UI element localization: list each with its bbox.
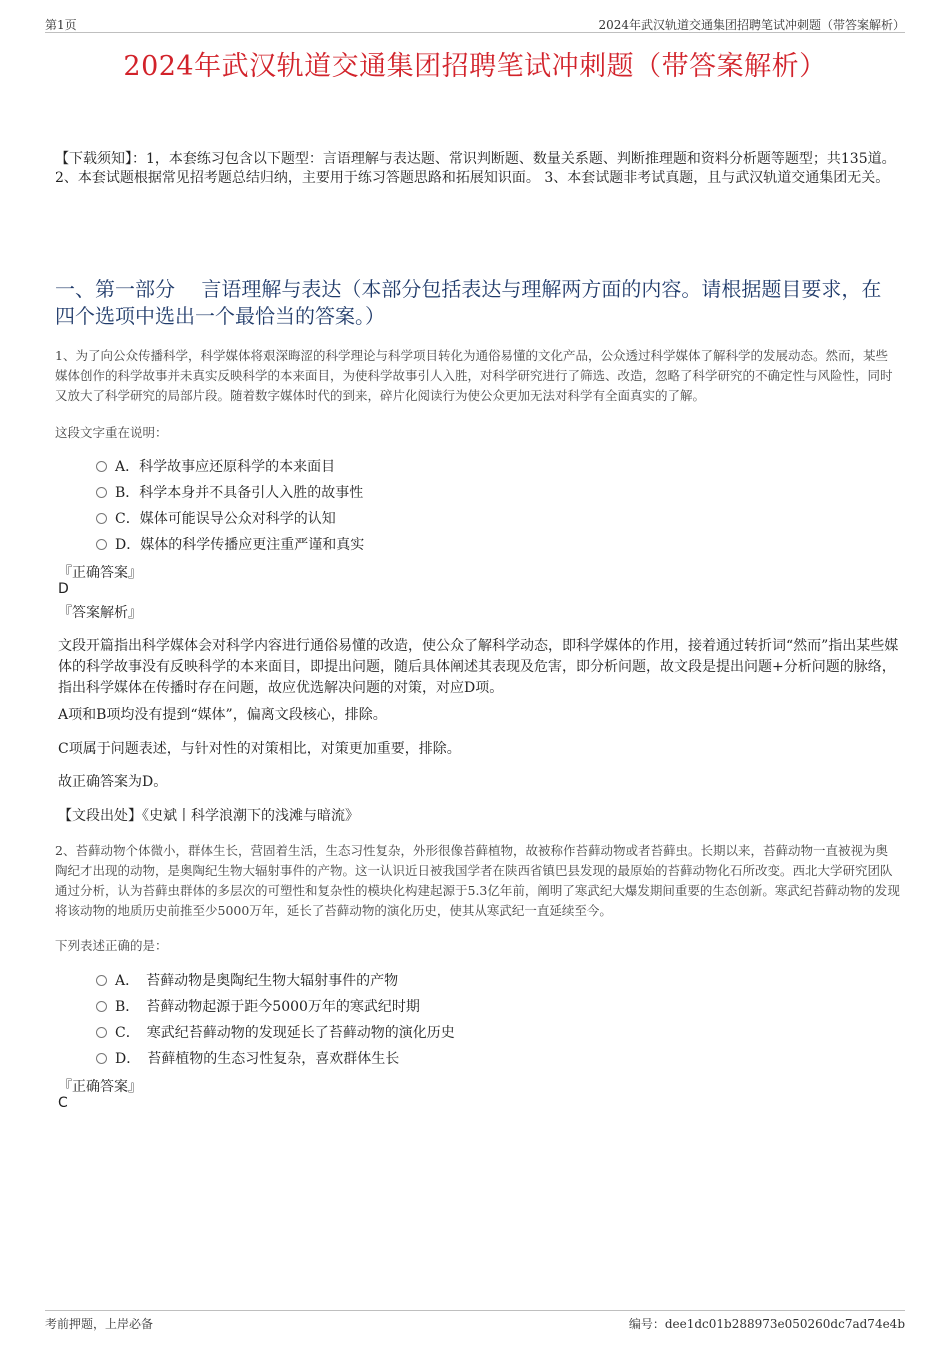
page-footer	[45, 1310, 905, 1331]
question-2-text: 2、苔藓动物个体微小，群体生长，营固着生活，生态习性复杂，外形很像苔藓植物，故被称作苔藓动物或者苔藓虫。长期以来，苔藓动物一直被视为奥陶纪才出现的动物，是奥陶纪生物大辐射事件的产物。这一认识近日被我国学者在陕西省镇巴县发现的最原始的苔藓动物化石所改变。西北大学研究团队通过分析，认为苔藓虫群体的多层次的可塑性和复杂性的模块化构建起源于5.3亿年前，阐明了寒武纪大爆发期间重要的生态创新。寒武纪苔藓动物的发现将该动物的地质历史前推至少5000万年，延长了苔藓动物的演化历史，使其从寒武纪一直延续至今。	[55, 843, 900, 918]
question-1-text: 1、为了向公众传播科学，科学媒体将艰深晦涩的科学理论与科学项目转化为通俗易懂的文化产品，公众透过科学媒体了解科学的发展动态。然而，某些媒体创作的科学故事并未真实反映科学的本来面目，为使科学故事引人入胜，对科学研究进行了筛选、改造，忽略了科学研究的不确定性与风险性，同时又放大了科学研究的局部片段。随着数字媒体时代的到来，碎片化阅读行为使公众更加无法对科学有全面真实的了解。	[55, 348, 893, 403]
download-notice: 【下载须知】：1，本套练习包含以下题型：言语理解与表达题、常识判断题、数量关系题、判断推理题和资料分析题等题型；共135道。 2、本套试题根据常见招考题总结归纳，主要用于练习答题思路和拓展知识面。 3、本套试题非考试真题，且与武汉轨道交通集团无关。	[55, 151, 896, 186]
radio-icon[interactable]	[96, 539, 107, 550]
option-label: A．科学故事应还原科学的本来面目	[115, 459, 336, 475]
footer-doc-id: 编号：dee1dc01b288973e050260dc7ad74e4b	[628, 1317, 905, 1331]
q1-analysis-para: A项和B项均没有提到“媒体”，偏离文段核心，排除。	[58, 707, 387, 723]
radio-icon[interactable]	[96, 1053, 107, 1064]
radio-icon[interactable]	[96, 461, 107, 472]
q2-option-b[interactable]	[96, 996, 420, 1016]
radio-icon[interactable]	[96, 975, 107, 986]
option-label: C．媒体可能误导公众对科学的认知	[115, 511, 336, 527]
q2-answer: C	[58, 1095, 68, 1111]
q2-option-a[interactable]	[96, 970, 398, 990]
option-label: B．科学本身并不具备引人入胜的故事性	[115, 485, 364, 501]
page-number: 第1页	[45, 18, 77, 32]
q1-option-b[interactable]	[96, 482, 363, 502]
q1-option-c[interactable]	[96, 508, 336, 528]
radio-icon[interactable]	[96, 1027, 107, 1038]
footer-slogan: 考前押题，上岸必备	[45, 1317, 154, 1331]
option-label: D． 苔藓植物的生态习性复杂，喜欢群体生长	[115, 1051, 400, 1067]
section-heading: 一、第一部分 言语理解与表达（本部分包括表达与理解两方面的内容。请根据题目要求，在四个选项中选出一个最恰当的答案。）	[55, 277, 882, 328]
q1-option-d[interactable]	[96, 534, 364, 554]
document-title: 2024年武汉轨道交通集团招聘笔试冲刺题（带答案解析）	[123, 51, 827, 82]
q1-analysis-para: 文段开篇指出科学媒体会对科学内容进行通俗易懂的改造，使公众了解科学动态，即科学媒体的作用，接着通过转折词“然而”指出某些媒体的科学故事没有反映科学的本来面目，即提出问题，随后具体阐述其表现及危害，即分析问题，故文段是提出问题+分析问题的脉络，指出科学媒体在传播时存在问题，故应优选解决问题的对策，对应D项。	[58, 638, 899, 696]
option-label: A． 苔藓动物是奥陶纪生物大辐射事件的产物	[115, 973, 399, 989]
q1-answer-label: 『正确答案』	[58, 565, 142, 581]
q2-option-d[interactable]	[96, 1048, 399, 1068]
q2-option-c[interactable]	[96, 1022, 455, 1042]
header-doc-title: 2024年武汉轨道交通集团招聘笔试冲刺题（带答案解析）	[598, 18, 905, 32]
option-label: C． 寒武纪苔藓动物的发现延长了苔藓动物的演化历史	[115, 1025, 455, 1041]
q1-source: 【文段出处】《史斌丨科学浪潮下的浅滩与暗流》	[58, 808, 359, 824]
q1-option-a[interactable]	[96, 456, 335, 476]
q1-analysis-para: C项属于问题表述，与针对性的对策相比，对策更加重要，排除。	[58, 741, 461, 757]
question-2-prompt: 下列表述正确的是：	[55, 938, 168, 953]
q1-analysis-label: 『答案解析』	[58, 605, 142, 621]
option-label: D．媒体的科学传播应更注重严谨和真实	[115, 537, 365, 553]
q1-answer: D	[58, 581, 69, 597]
option-label: B． 苔藓动物起源于距今5000万年的寒武纪时期	[115, 999, 420, 1015]
q1-analysis-conclusion: 故正确答案为D。	[58, 774, 168, 790]
q2-answer-label: 『正确答案』	[58, 1079, 142, 1095]
page-header	[45, 14, 905, 33]
radio-icon[interactable]	[96, 513, 107, 524]
radio-icon[interactable]	[96, 1001, 107, 1012]
question-1-prompt: 这段文字重在说明：	[55, 425, 168, 440]
radio-icon[interactable]	[96, 487, 107, 498]
